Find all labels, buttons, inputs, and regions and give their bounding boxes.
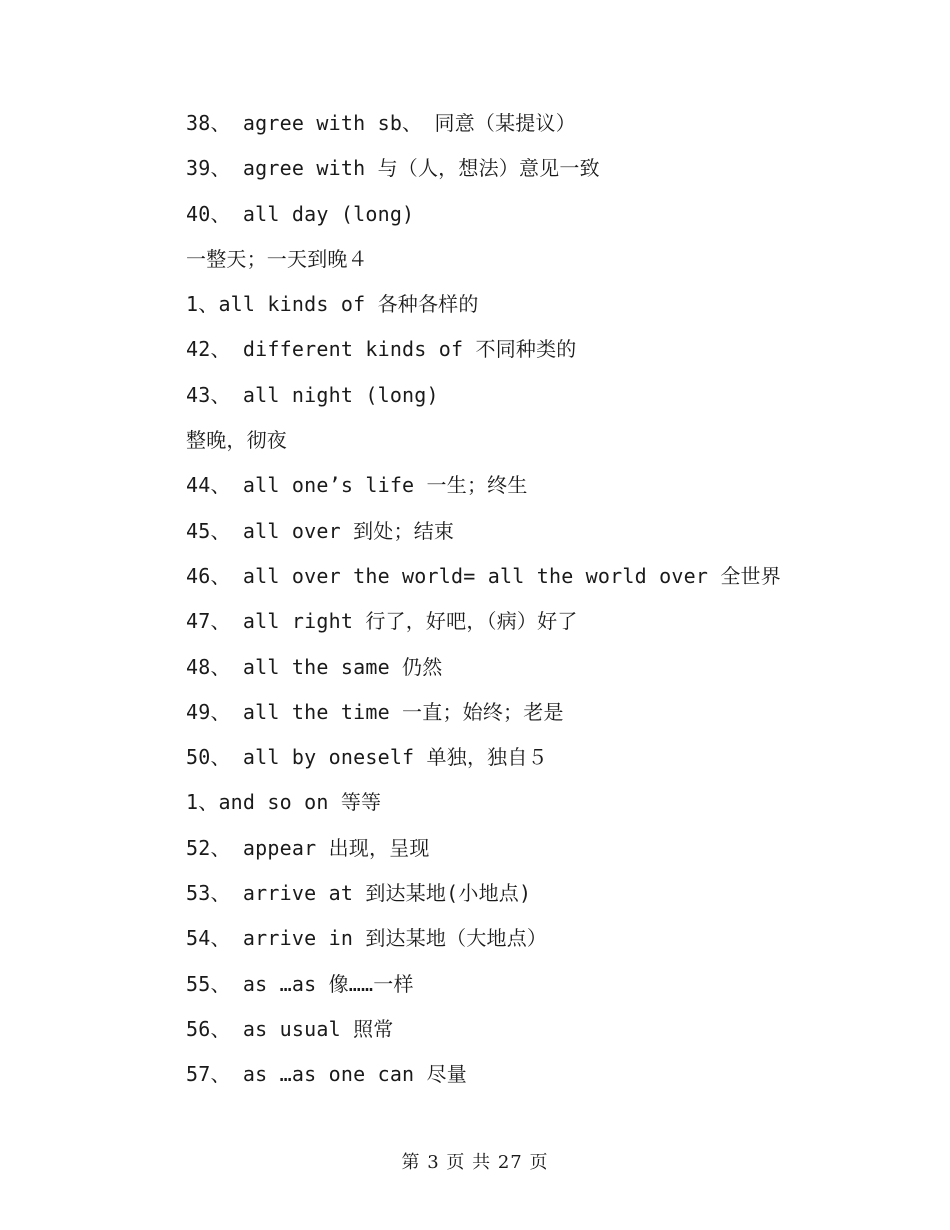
phrase-line: 44、 all one’s life 一生；终生 bbox=[186, 473, 528, 498]
phrase-line: 38、 agree with sb、 同意（某提议） bbox=[186, 111, 576, 135]
phrase-line: 1、and so on 等等 bbox=[186, 790, 382, 815]
phrase-line: 55、 as …as 像……一样 bbox=[186, 971, 414, 996]
phrase-line: 56、 as usual 照常 bbox=[186, 1016, 394, 1041]
phrase-line: 48、 all the same 仍然 bbox=[186, 654, 443, 679]
phrase-line: 39、 agree with 与（人，想法）意见一致 bbox=[186, 156, 600, 181]
phrase-line: 46、 all over the world= all the world over 全世界 bbox=[186, 563, 781, 588]
phrase-line: 47、 all right 行了，好吧，（病）好了 bbox=[186, 609, 578, 634]
phrase-line: 42、 different kinds of 不同种类的 bbox=[186, 337, 577, 362]
phrase-line: 1、all kinds of 各种各样的 bbox=[186, 292, 479, 317]
phrase-line: 57、 as …as one can 尽量 bbox=[186, 1062, 467, 1087]
phrase-line: 49、 all the time 一直；始终；老是 bbox=[186, 699, 564, 724]
phrase-line: 43、 all night (long) bbox=[186, 382, 439, 407]
phrase-line: 50、 all by oneself 单独，独自５ bbox=[186, 745, 548, 770]
phrase-line: 45、 all over 到处；结束 bbox=[186, 518, 455, 543]
phrase-line: 整晚，彻夜 bbox=[186, 428, 287, 453]
page-footer: 第 3 页 共 27 页 bbox=[401, 1152, 549, 1173]
phrase-line: 54、 arrive in 到达某地（大地点） bbox=[186, 926, 548, 951]
phrase-line: 53、 arrive at 到达某地(小地点) bbox=[186, 881, 532, 906]
phrase-line: 40、 all day (long) bbox=[186, 201, 415, 226]
phrase-line: 52、 appear 出现，呈现 bbox=[186, 835, 430, 860]
phrase-line: 一整天；一天到晚４ bbox=[186, 246, 368, 271]
phrase-list bbox=[186, 104, 866, 1101]
